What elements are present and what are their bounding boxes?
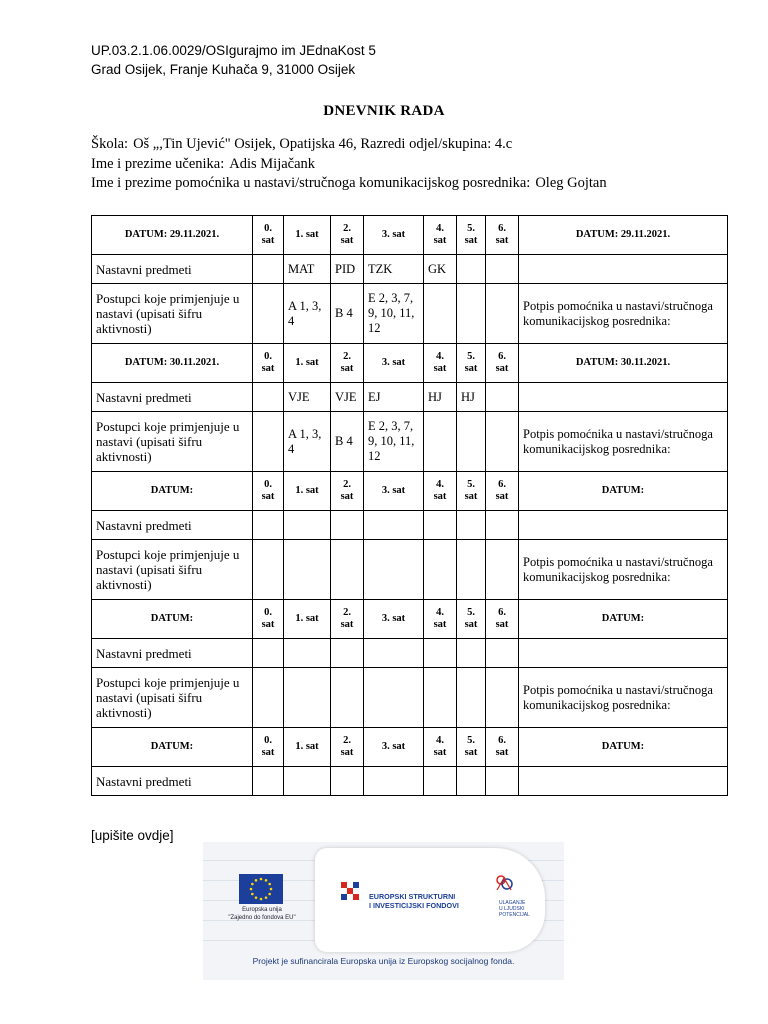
activity-code-cell xyxy=(284,540,331,600)
activity-code-cell xyxy=(457,540,486,600)
signature-cell: Potpis pomoćnika u nastavi/stručnoga komunikacijskog posrednika: xyxy=(519,668,728,728)
subject-cell xyxy=(253,383,284,412)
date-header-row xyxy=(92,600,728,639)
activity-code-cell xyxy=(486,540,519,600)
subject-cell xyxy=(486,767,519,796)
activity-code-cell xyxy=(486,284,519,344)
period-header: 4. sat xyxy=(424,472,457,511)
activity-code-cell: E 2, 3, 7, 9, 10, 11, 12 xyxy=(364,284,424,344)
activity-code-cell xyxy=(457,668,486,728)
student-label: Ime i prezime učenika: xyxy=(91,155,225,172)
activity-code-cell xyxy=(486,412,519,472)
period-header: 1. sat xyxy=(284,472,331,511)
period-header: 5. sat xyxy=(457,216,486,255)
activities-label: Postupci koje primjenjuje u nastavi (upisati šifru aktivnosti) xyxy=(92,412,253,472)
period-header: 3. sat xyxy=(364,472,424,511)
empty-cell xyxy=(519,767,728,796)
activity-code-cell xyxy=(253,540,284,600)
subject-cell xyxy=(486,639,519,668)
period-header: 0. sat xyxy=(253,728,284,767)
period-header: 4. sat xyxy=(424,728,457,767)
date-cell-right: DATUM: xyxy=(519,472,728,511)
subject-cell: VJE xyxy=(284,383,331,412)
write-here-note: [upišite ovdje] xyxy=(91,828,174,843)
subject-cell: HJ xyxy=(424,383,457,412)
period-header: 5. sat xyxy=(457,344,486,383)
eu-logo-text: Europska unija "Zajedno do fondova EU" xyxy=(228,907,296,921)
eu-star-icon xyxy=(255,879,258,882)
subjects-row xyxy=(92,639,728,668)
period-header: 6. sat xyxy=(486,600,519,639)
subject-cell xyxy=(424,511,457,540)
eu-star-icon xyxy=(255,896,258,899)
period-header: 5. sat xyxy=(457,728,486,767)
activity-code-cell xyxy=(424,668,457,728)
date-cell: DATUM: xyxy=(92,472,253,511)
activity-code-cell xyxy=(424,412,457,472)
activities-row xyxy=(92,540,728,600)
eu-flag-icon xyxy=(239,874,283,904)
activities-label: Postupci koje primjenjuje u nastavi (upisati šifru aktivnosti) xyxy=(92,284,253,344)
activity-code-cell xyxy=(457,412,486,472)
date-header-row xyxy=(92,344,728,383)
subject-cell: HJ xyxy=(457,383,486,412)
activity-code-cell xyxy=(424,540,457,600)
period-header: 5. sat xyxy=(457,600,486,639)
activities-row xyxy=(92,668,728,728)
subject-cell xyxy=(486,511,519,540)
activities-label: Postupci koje primjenjuje u nastavi (upisati šifru aktivnosti) xyxy=(92,540,253,600)
activity-code-cell xyxy=(331,668,364,728)
subject-cell xyxy=(457,639,486,668)
period-header: 0. sat xyxy=(253,600,284,639)
date-cell-right: DATUM: 29.11.2021. xyxy=(519,216,728,255)
date-header-row xyxy=(92,216,728,255)
subject-cell xyxy=(253,255,284,284)
subject-cell xyxy=(424,639,457,668)
subject-cell: GK xyxy=(424,255,457,284)
subject-cell xyxy=(457,255,486,284)
period-header: 1. sat xyxy=(284,344,331,383)
date-cell: DATUM: xyxy=(92,728,253,767)
activity-code-cell: B 4 xyxy=(331,284,364,344)
activity-code-cell xyxy=(284,668,331,728)
period-header: 2. sat xyxy=(331,216,364,255)
info-block xyxy=(91,135,607,194)
page-title: DNEVNIK RADA xyxy=(323,103,445,119)
date-cell: DATUM: 29.11.2021. xyxy=(92,216,253,255)
date-cell: DATUM: xyxy=(92,600,253,639)
activity-code-cell xyxy=(364,668,424,728)
empty-cell xyxy=(519,511,728,540)
eu-funding-banner xyxy=(203,842,564,980)
school-value: Oš „,Tin Ujević" Osijek, Opatijska 46, Razredi odjel/skupina: 4.c xyxy=(133,136,513,152)
period-header: 2. sat xyxy=(331,344,364,383)
subject-cell xyxy=(364,639,424,668)
subject-cell xyxy=(486,383,519,412)
date-cell: DATUM: 30.11.2021. xyxy=(92,344,253,383)
activity-code-cell: A 1, 3, 4 xyxy=(284,284,331,344)
school-label: Škola: xyxy=(91,136,129,152)
subject-cell xyxy=(486,255,519,284)
activities-row xyxy=(92,284,728,344)
signature-cell: Potpis pomoćnika u nastavi/stručnoga komunikacijskog posrednika: xyxy=(519,540,728,600)
activity-code-cell: A 1, 3, 4 xyxy=(284,412,331,472)
activity-code-cell xyxy=(253,668,284,728)
city-address: Grad Osijek, Franje Kuhača 9, 31000 Osijek xyxy=(91,62,356,77)
eu-star-icon xyxy=(268,883,271,886)
empty-cell xyxy=(519,639,728,668)
subject-cell: TZK xyxy=(364,255,424,284)
subject-cell xyxy=(253,511,284,540)
subject-cell xyxy=(284,511,331,540)
period-header: 6. sat xyxy=(486,344,519,383)
banner-caption: Projekt je sufinancirala Europska unija iz Europskog socijalnog fonda. xyxy=(252,956,515,966)
period-header: 3. sat xyxy=(364,728,424,767)
signature-cell: Potpis pomoćnika u nastavi/stručnoga komunikacijskog posrednika: xyxy=(519,284,728,344)
subjects-row xyxy=(92,511,728,540)
student-value: Adis Mijačank xyxy=(229,155,316,172)
subject-cell: PID xyxy=(331,255,364,284)
date-cell-right: DATUM: xyxy=(519,600,728,639)
activity-code-cell xyxy=(331,540,364,600)
subject-cell xyxy=(284,767,331,796)
student-line xyxy=(91,155,607,175)
subject-cell xyxy=(457,767,486,796)
activity-code-cell: E 2, 3, 7, 9, 10, 11, 12 xyxy=(364,412,424,472)
period-header: 2. sat xyxy=(331,472,364,511)
subject-cell xyxy=(364,511,424,540)
activity-code-cell xyxy=(253,284,284,344)
subjects-label: Nastavni predmeti xyxy=(92,255,253,284)
date-header-row xyxy=(92,472,728,511)
period-header: 3. sat xyxy=(364,600,424,639)
eu-star-icon xyxy=(265,896,268,899)
subjects-row xyxy=(92,383,728,412)
period-header: 0. sat xyxy=(253,472,284,511)
date-cell-right: DATUM: 30.11.2021. xyxy=(519,344,728,383)
eu-star-icon xyxy=(270,888,273,891)
assistant-label: Ime i prezime pomoćnika u nastavi/stručnoga komunikacijskog posrednika: xyxy=(91,175,531,191)
activity-code-cell xyxy=(486,668,519,728)
assistant-line xyxy=(91,174,607,194)
esi-funds-icon xyxy=(339,880,363,904)
esi-funds-text: EUROPSKI STRUKTURNI I INVESTICIJSKI FONDOVI xyxy=(369,892,459,910)
eu-star-icon xyxy=(265,879,268,882)
period-header: 4. sat xyxy=(424,344,457,383)
period-header: 6. sat xyxy=(486,472,519,511)
period-header: 0. sat xyxy=(253,216,284,255)
document-header xyxy=(91,41,376,79)
activity-code-cell xyxy=(424,284,457,344)
period-header: 1. sat xyxy=(284,728,331,767)
subject-cell xyxy=(457,511,486,540)
period-header: 6. sat xyxy=(486,728,519,767)
period-header: 0. sat xyxy=(253,344,284,383)
human-potential-text: ULAGANJE U LJUDSKI POTENCIJAL xyxy=(499,900,530,918)
subjects-label: Nastavni predmeti xyxy=(92,511,253,540)
subjects-label: Nastavni predmeti xyxy=(92,639,253,668)
date-header-row xyxy=(92,728,728,767)
subject-cell: EJ xyxy=(364,383,424,412)
subject-cell xyxy=(331,511,364,540)
signature-cell: Potpis pomoćnika u nastavi/stručnoga komunikacijskog posrednika: xyxy=(519,412,728,472)
eu-star-icon xyxy=(251,883,254,886)
period-header: 2. sat xyxy=(331,728,364,767)
empty-cell xyxy=(519,383,728,412)
subject-cell: VJE xyxy=(331,383,364,412)
subject-cell xyxy=(424,767,457,796)
period-header: 1. sat xyxy=(284,216,331,255)
subjects-label: Nastavni predmeti xyxy=(92,767,253,796)
period-header: 1. sat xyxy=(284,600,331,639)
period-header: 3. sat xyxy=(364,344,424,383)
period-header: 4. sat xyxy=(424,216,457,255)
work-log-table xyxy=(91,215,728,796)
activities-label: Postupci koje primjenjuje u nastavi (upisati šifru aktivnosti) xyxy=(92,668,253,728)
activity-code-cell xyxy=(253,412,284,472)
period-header: 5. sat xyxy=(457,472,486,511)
eu-star-icon xyxy=(251,893,254,896)
empty-cell xyxy=(519,255,728,284)
assistant-value: Oleg Gojtan xyxy=(535,175,607,191)
subject-cell xyxy=(331,639,364,668)
subject-cell xyxy=(253,639,284,668)
subjects-row xyxy=(92,767,728,796)
subject-cell xyxy=(331,767,364,796)
period-header: 4. sat xyxy=(424,600,457,639)
activity-code-cell xyxy=(364,540,424,600)
period-header: 3. sat xyxy=(364,216,424,255)
subject-cell xyxy=(284,639,331,668)
activities-row xyxy=(92,412,728,472)
eu-star-icon xyxy=(260,878,263,881)
subjects-row xyxy=(92,255,728,284)
subject-cell: MAT xyxy=(284,255,331,284)
eu-star-icon xyxy=(268,893,271,896)
school-line xyxy=(91,135,607,155)
period-header: 2. sat xyxy=(331,600,364,639)
activity-code-cell xyxy=(457,284,486,344)
project-code: UP.03.2.1.06.0029/OSIgurajmo im JEdnaKost 5 xyxy=(91,43,376,58)
period-header: 6. sat xyxy=(486,216,519,255)
date-cell-right: DATUM: xyxy=(519,728,728,767)
human-potential-icon xyxy=(493,872,515,894)
subject-cell xyxy=(253,767,284,796)
eu-star-icon xyxy=(260,898,263,901)
eu-star-icon xyxy=(250,888,253,891)
activity-code-cell: B 4 xyxy=(331,412,364,472)
subject-cell xyxy=(364,767,424,796)
subjects-label: Nastavni predmeti xyxy=(92,383,253,412)
